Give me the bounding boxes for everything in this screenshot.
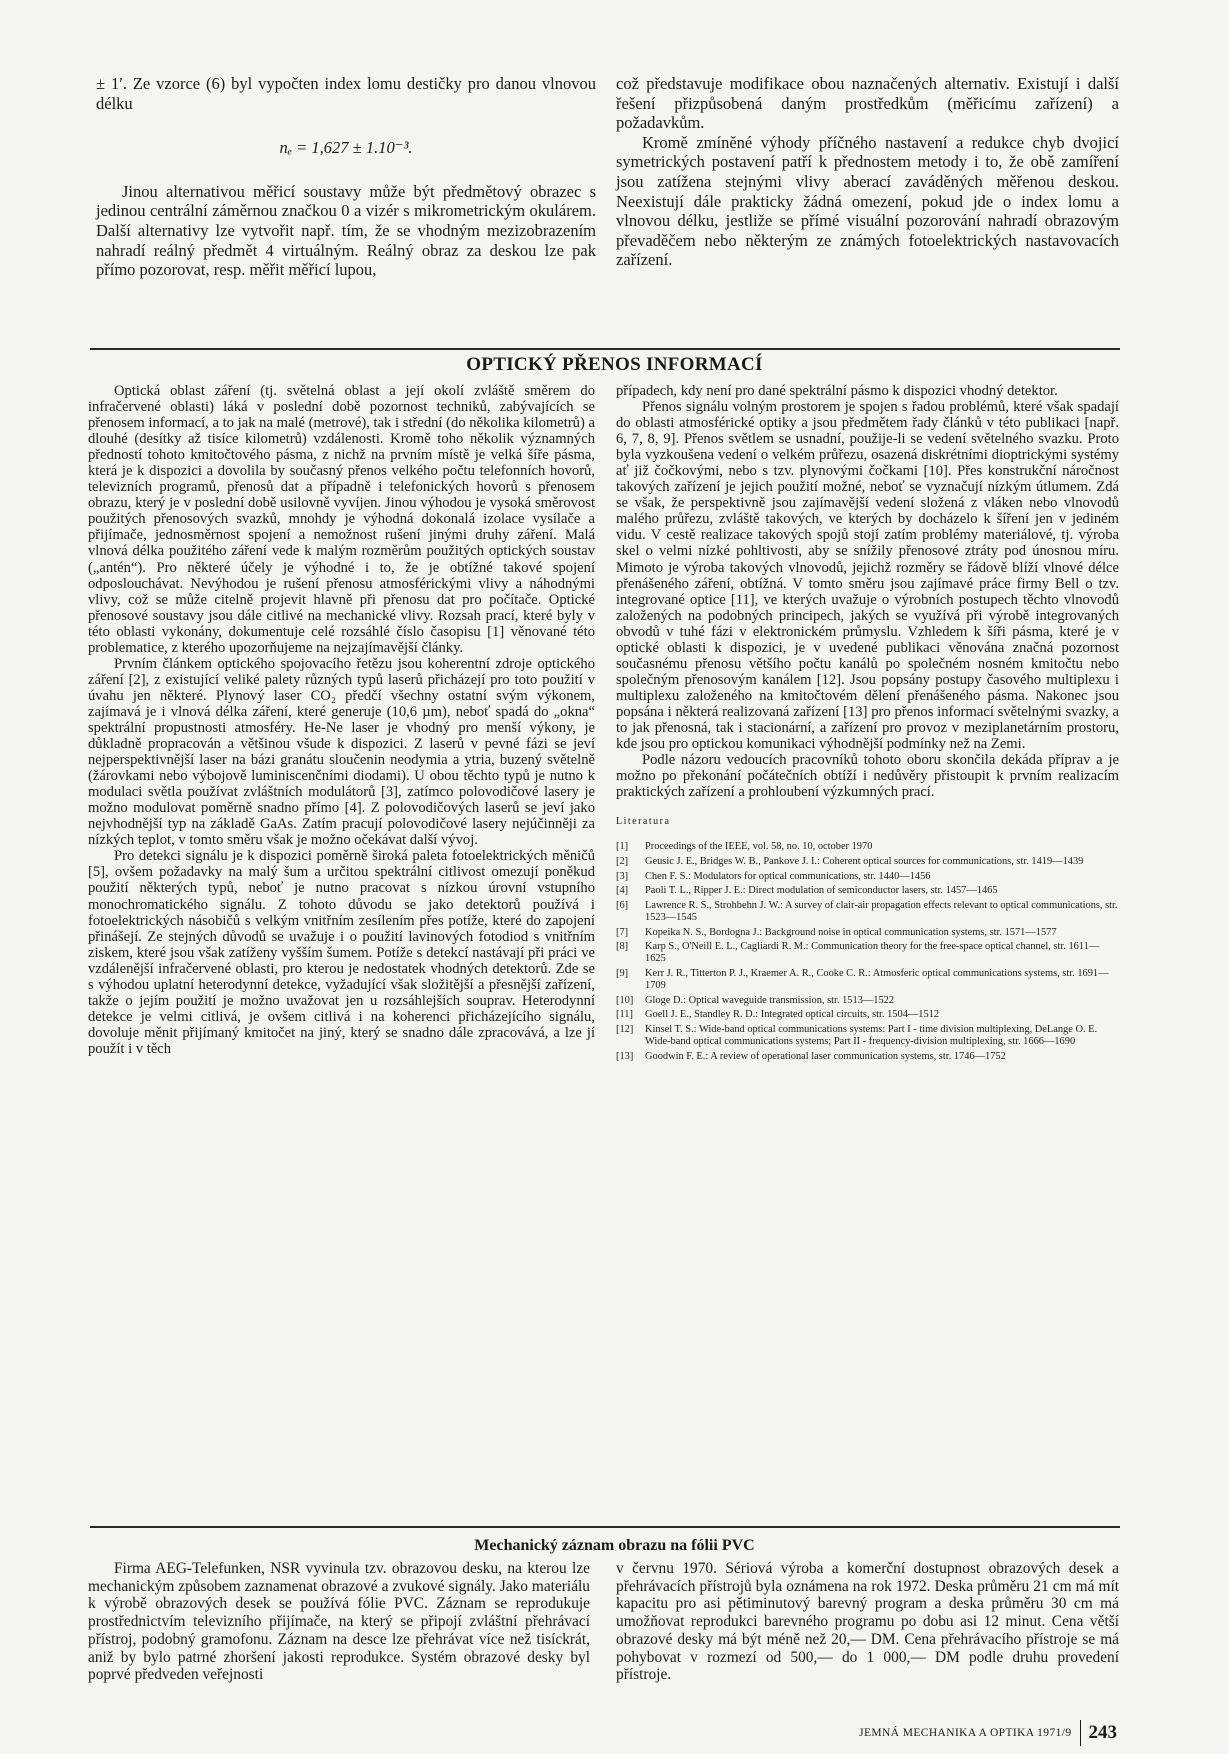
- article-paragraph: Podle názoru vedoucích pracovníků tohoto oboru skončila dekáda příprav a je možno po překonání počátečních obtíží i nedůvěry přistoupit k prvním realizacím praktických zařízení a prohloubení výzkumných prací.: [616, 752, 1119, 801]
- reference-item: [616, 841, 1119, 853]
- page-number: 243: [1088, 1722, 1117, 1743]
- reference-number: [8]: [616, 941, 629, 953]
- article-paragraph: Prvním článkem optického spojovacího řetězu jsou koherentní zdroje optického záření [2], z existující veliké palety různých typů laserů přicházejí pro toto použití v úvahu jen některé. Plynový laser CO₂ předčí všechny ostatní svým výkonem, zajímavá je i vlnová délka záření, které generuje (10,6 µm), neboť spadá do „okna“ spektrální propustnosti atmosféry. He-Ne laser je vhodný pro menší výkony, je důkladně propracován a většinou všude k dispozici. Z laserů v pevné fázi se jeví nejperspektivnější laser na bázi granátu sloučenin neodymia a ytria, buzený světelně (žárovkami nebo výbojově luminiscenčními diodami). U obou těchto typů je nutno k modulaci světla používat zvláštních modulátorů [3], zatímco polovodičové lasery je možno modulovat poměrně snadno přímo [4]. Z polovodičových laserů se jeví jako nejvhodnější typ na základě GaAs. Zatím pracují polovodičové lasery nejúčinněji za nízkých teplot, v tomto směru však je možno očekávat další vývoj.: [88, 655, 595, 849]
- reference-item: [616, 1051, 1119, 1063]
- reference-text: Chen F. S.: Modulators for optical communications, str. 1440—1456: [645, 870, 931, 882]
- reference-text: Karp S., O'Neill E. L., Cagliardi R. M.: Communication theory for the free-space optical channel, str. 1611—1625: [645, 941, 1100, 965]
- reference-text: Goodwin F. E.: A review of operational laser communication systems, str. 1746—1752: [645, 1050, 1006, 1062]
- article-title: OPTICKÝ PŘENOS INFORMACÍ: [466, 354, 763, 375]
- news-left-column: [88, 1560, 590, 1684]
- reference-number: [9]: [616, 968, 629, 979]
- reference-text: Kinsel T. S.: Wide-band optical communications systems: Part I - time division multiplexing, DeLange O. E. Wide-band optical communications systems; Part II - frequency-division multiplexing, str. 1666—1690: [645, 1024, 1098, 1047]
- reference-item: [616, 1024, 1119, 1048]
- section-divider: [90, 1526, 1120, 1528]
- top-left-paragraph: ± 1′. Ze vzorce (6) byl vypočten index lomu destičky pro danou vlnovou délku: [96, 74, 596, 113]
- top-left-column: [96, 74, 596, 280]
- footer-separator: [1080, 1720, 1081, 1746]
- article-paragraph: Optická oblast záření (tj. světelná oblast a její okolí zvláště směrem do infračervené oblasti) láká v poslední době pozornost techniků, zabývajících se přenosem informací, a to jak na malé (metrové), tak i střední (do několika kilometrů) a dlouhé (desítky až tisíce kilometrů) vzdálenosti. Kromě toho několik významných předností tohoto kmitočtového pásma, z nichž na prvním místě je velká šíře pásma, která je k dispozici a dovolila by současný přenos velkého počtu telefonních hovorů, televizních programů, přenosů dat a případně i telefonických hovorů s přenosem obrazu, který je v poslední době usilovně vyvíjen. Jinou výhodou je vysoká směrovost použitých přenosových svazků, mnohdy je výhodná dokonalá izolace vysílače a přijímače, jednosměrnost spojení a nemožnost rušení jinými druhy záření. Malá vlnová délka použitého záření vede k malým rozměrům použitých optických soustav („antén“). Pro některé účely je výhodné i to, že je obtížné takové spojení odposlouchávat. Nevýhodou je rušení přenosu atmosférickými vlivy a náhodnými vlivy, což se může citelně projevit hlavně při přenosu dat pro počítače. Optické přenosové soustavy jsou dále citlivé na mechanické vlivy. Rozsah prací, které byly v této oblasti vykonány, dokumentuje celé rozsáhlé číslo časopisu [1] věnované této problematice, z kterého upozorňujeme na nejzajímavější články.: [88, 383, 595, 656]
- reference-number: [7]: [616, 926, 629, 938]
- journal-name: JEMNÁ MECHANIKA A OPTIKA 1971/9: [859, 1727, 1072, 1739]
- reference-text: Goell J. E., Standley R. D.: Integrated optical circuits, str. 1504—1512: [645, 1009, 940, 1021]
- reference-number: [1]: [616, 841, 629, 853]
- reference-item: [616, 968, 1119, 992]
- reference-text: Gloge D.: Optical waveguide transmission, str. 1513—1522: [645, 994, 895, 1006]
- reference-number: [6]: [616, 900, 629, 912]
- reference-number: [10]: [616, 994, 634, 1006]
- reference-text: Paoli T. L., Ripper J. E.: Direct modulation of semiconductor lasers, str. 1457—1465: [645, 885, 998, 897]
- reference-list: [616, 841, 1119, 1062]
- top-right-paragraph: což představuje modifikace obou naznačených alternativ. Existují i další řešení přizpůsobená daným prostředkům (měřicímu zařízení) a požadavkům.: [616, 74, 1119, 133]
- reference-number: [12]: [616, 1024, 634, 1036]
- top-left-paragraph: Jinou alternativou měřicí soustavy může být předmětový obrazec s jedinou centrální záměrnou značkou 0 a vizér s mikrometrickým okulárem. Další alternativy lze vytvořit např. tím, že se vhodným mezizobrazením nahradí reálný předmět 4 virtuálným. Reálný obraz za deskou lze pak přímo pozorovat, resp. měřit měřicí lupou,: [96, 181, 596, 280]
- article-paragraph: Pro detekci signálu je k dispozici poměrně široká paleta fotoelektrických měničů [5], ovšem požadavky na malý šum a určitou spektrální citlivost omezují poněkud použití některých typů, neboť je nutno pracovat s nízkou úrovní vstupního monochromatického signálu. Z tohoto důvodu se jako detektorů používá i fotoelektrických násobičů s velkým vnitřním zesílením přes potíže, které do zapojení přinášejí. Ze stejných důvodů se uvažuje i o použití lavinových fotodiod s vnitřním ziskem, které jsou však zatíženy vyšším šumem. Potíže s detekcí nastávají při práci ve vzdálenější infračervené oblasti, pro kterou je nedostatek vhodných detektorů. Zde se s výhodou uplatní heterodynní detekce, vyžadující však složitější a přesnější zařízení, takže o jejím použití je možno uvažovat jen u rozsáhlejších souprav. Heterodynní detekce je velmi citlivá, je ovšem citlivá i na koherenci přicházejícího signálu, dovoluje měnit přijímaný kmitočet na jiný, který se snadno dále zpracovává, a lze jí použít i v těch: [88, 848, 595, 1057]
- reference-text: Geusic J. E., Bridges W. B., Pankove J. I.: Coherent optical sources for communications, str. 1419—1439: [645, 855, 1084, 867]
- reference-text: Kopeika N. S., Bordogna J.: Background noise in optical communication systems, str. 1571—1577: [645, 926, 1057, 938]
- reference-item: [616, 1009, 1119, 1021]
- news-paragraph: Firma AEG-Telefunken, NSR vyvinula tzv. obrazovou desku, na kterou lze mechanickým způsobem zaznamenat obrazové a zvukové signály. Jako materiálu k výrobě obrazových desek se používá fólie PVC. Záznam se reprodukuje prostřednictvím televizního přijímače, na který se připojí zvláštní přehrávací přístroj, podobný gramofonu. Záznam na desce lze přehrávat více než tisíckrát, aniž by bylo patrné zhoršení jakosti reprodukce. Systém obrazové desky byl poprvé předveden veřejnosti: [88, 1560, 590, 1684]
- article-left-column: [88, 383, 595, 1057]
- page-footer: [859, 1718, 1117, 1748]
- reference-item: [616, 871, 1119, 883]
- reference-item: [616, 995, 1119, 1007]
- reference-item: [616, 856, 1119, 868]
- article-paragraph: Přenos signálu volným prostorem je spojen s řadou problémů, které však spadají do oblasti atmosférické optiky a jsou předmětem řady článků v této publikaci [např. 6, 7, 8, 9]. Přenos světlem se usnadní, použije-li se vedení světelného svazku. Proto byla vyzkoušena vedení o velkém průřezu, osazená diskrétními dioptrickými systémy ať již čočkovými, nebo s tzv. plynovými čočkami [10]. Přes konstrukční náročnost takových zařízení je jejich použití možné, neboť se vyznačují nízkým útlumem. Zdá se však, že perspektivně jsou zajímavější vedení složená z vláken nebo vlnovodů malého průřezu, zvláště takových, ve kterých by docházelo k šíření jen v jediném vidu. V cestě realizace takových spojů stojí zatím problémy materiálové, tj. výroba skel o velmi nízké pohltivosti, aby se snížily přenosové ztráty pod únosnou míru. Mimoto je výroba takových vlnovodů, jejichž rozměry se řádově blíží vlnové délce přenášeného záření, obtížná. V tomto směru jsou zajímavé práce firmy Bell o tzv. integrované optice [11], ve kterých uvažuje o výrobních postupech těchto vlnovodů založených na podobných principech, jakých se využívá při výrobě integrovaných obvodů v tuhé fázi v elektronickém průmyslu. Vzhledem k šíři pásma, které je v optické oblasti k dispozici, je v uvedené publikaci věnována značná pozornost současnému přenosu většího počtu kanálů po společném nosném kmitočtu nebo společným přenosovým kanálem [12]. Jsou popsány postupy časového multiplexu i multiplexu založeného na kmitočtovém dělení přenášeného pásma. Nakonec jsou popsána i některá realizovaná zařízení [13] pro přenos informací světelnými svazky, a to jak přenosná, tak i stacionární, a zařízení pro provoz v meziplanetárním prostoru, kde jsou pro optickou komunikaci výhodnější podmínky než na Zemi.: [616, 399, 1119, 753]
- top-right-paragraph: Kromě zmíněné výhody příčného nastavení a redukce chyb dvojicí symetrických postavení patří k přednostem metody i to, že obě zamíření jsou zatížena stejnými vlivy aberací zaváděných měřenou deskou. Neexistují dále prakticky žádná omezení, pokud jde o index lomu a vlnovou délku, jestliže se přímé visuální pozorování nahradí obrazovým převaděčem nebo některým ze známých fotoelektrických nastavovacích zařízení.: [616, 132, 1119, 270]
- top-right-column: [616, 74, 1119, 270]
- reference-text: Kerr J. R., Titterton P. J., Kraemer A. R., Cooke C. R.: Atmosferic optical communications systems, str. 1691—1709: [645, 968, 1109, 991]
- reference-item: [616, 885, 1119, 897]
- literature-heading: Literatura: [616, 816, 671, 828]
- reference-text: Lawrence R. S., Strohbehn J. W.: A survey of clair-air propagation effects relevant to optical communications, str. 1523—1545: [645, 900, 1118, 923]
- reference-number: [2]: [616, 855, 629, 867]
- article-right-column: [616, 383, 1119, 1065]
- refractive-index-formula: nₑ = 1,627 ± 1.10⁻³.: [279, 138, 413, 158]
- reference-text: Proceedings of the IEEE, vol. 58, no. 10, october 1970: [645, 841, 873, 853]
- news-title: Mechanický záznam obrazu na fólii PVC: [474, 1537, 755, 1554]
- reference-number: [4]: [616, 885, 629, 897]
- reference-number: [3]: [616, 870, 629, 882]
- reference-item: [616, 941, 1119, 965]
- reference-number: [13]: [616, 1050, 634, 1062]
- news-right-column: [616, 1560, 1119, 1684]
- news-paragraph: v červnu 1970. Sériová výroba a komerční dostupnost obrazových desek a přehrávacích přístrojů byla oznámena na rok 1972. Deska průměru 21 cm má mít kapacitu pro asi pětiminutový barevný program a deska průměru 30 cm má umožňovat reprodukci barevného programu po dobu asi 12 minut. Cena větší obrazové desky má být méně než 20,— DM. Cena přehrávacího přístroje se má pohybovat v rozmezí od 500,— do 1 000,— DM podle druhu provedení přístroje.: [616, 1560, 1119, 1684]
- section-divider: [90, 348, 1120, 350]
- reference-item: [616, 927, 1119, 939]
- reference-item: [616, 900, 1119, 924]
- article-paragraph: případech, kdy není pro dané spektrální pásmo k dispozici vhodný detektor.: [616, 383, 1058, 399]
- reference-number: [11]: [616, 1009, 633, 1021]
